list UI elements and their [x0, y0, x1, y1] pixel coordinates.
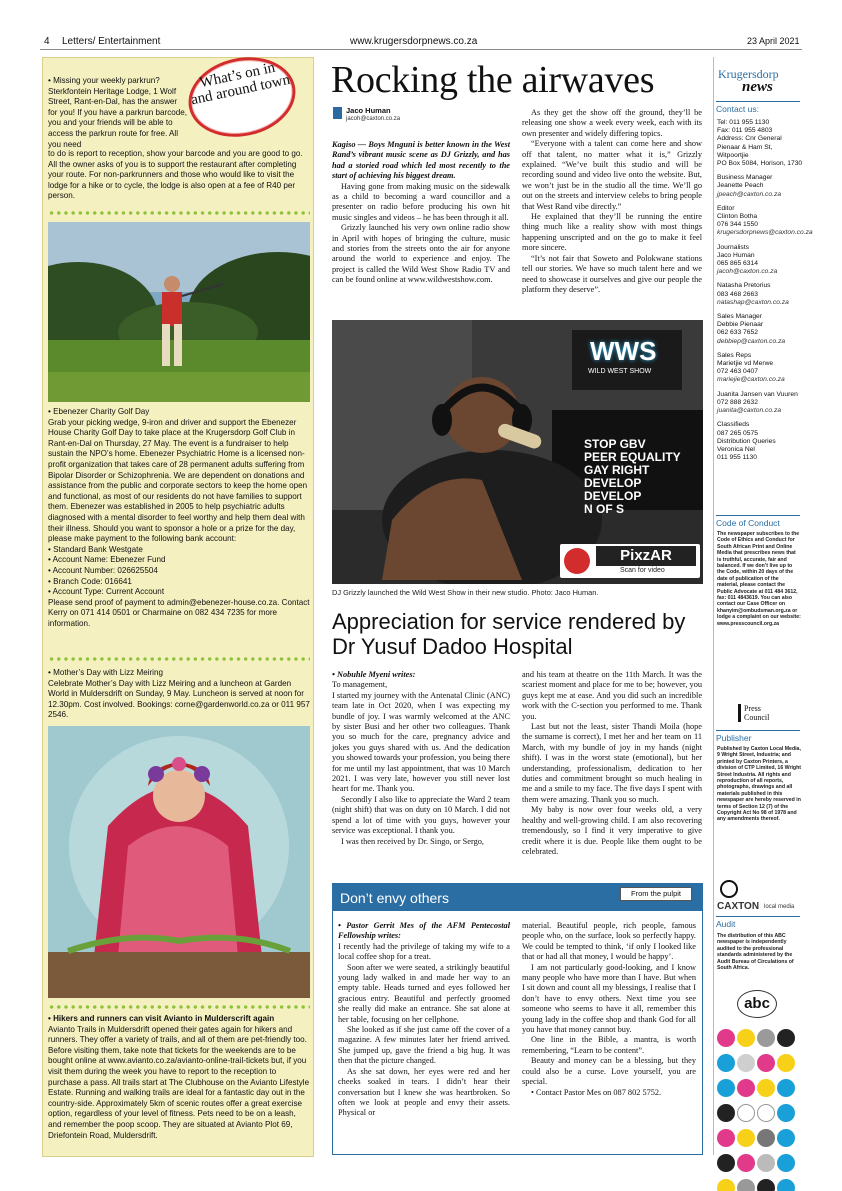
- logo-bottom: news: [742, 79, 773, 95]
- item-parkrun-text-continued: to do is report to reception, show your barcode and you are good to go. All the owner asks of you is to support the restaurant after completing your route. For non-parkrunners and those who would like to visit the lodge for a hike or to cycle, the lodge is also open at a fee of R40 per person.: [48, 149, 303, 201]
- staff-entry: Distribution Queries Veronica Nel 011 955 1130: [717, 437, 776, 462]
- item-mothers-day: [48, 668, 310, 721]
- staff-entry: Business Manager Jeanette Peach jpeach@caxton.co.za: [717, 174, 782, 198]
- newspaper-logo: [716, 67, 800, 97]
- code-text: The newspaper subscribes to the Code of Ethics and Conduct for South African Print and Online Media that prescribes news that is truthful, accurate, fair and balanced. If we don’t live up to the Code, within 20 days of the date of publication of the material, please contact the Public Advocate at 011 484 3612, fax: 011 4843619. You can also contact our Case Officer on khanyim@ombudsman.org.za or lodge a complaint on our website: www.presscouncil.org.za: [717, 531, 801, 627]
- press-council-logo: Press Council: [738, 704, 788, 722]
- item-parkrun-text: • Missing your weekly parkrun? Sterkfontein Heritage Lodge, 1 Wolf Street, Rant-en-Dal, has the answer for you! If you have a parkrun barcode, you and your friends will be able to access the parkrun route for free. All you need: [48, 76, 188, 149]
- bank-line: • Account Type: Current Account: [48, 587, 165, 597]
- article-paragraph: As she sat down, her eyes were red and her cheeks soaked in tears. I didn’t hear their conversation but I knew she was heartbroken. So often we look at people and envy their assets. Physical or: [338, 1066, 510, 1118]
- site-url[interactable]: www.krugersdorpnews.co.za: [350, 36, 478, 47]
- pulpit-tag: From the pulpit: [620, 887, 692, 901]
- colour-swatch: [717, 1054, 735, 1072]
- contact-heading: Contact us:: [716, 101, 800, 114]
- colour-registration-swatches: [716, 1028, 804, 1191]
- staff-entry: Sales Reps Marietjie vd Merwe 072 463 0407 mariejie@caxton.co.za: [717, 351, 785, 384]
- staff-entry: Natasha Pretorius 083 468 2663 natashap@caxton.co.za: [717, 282, 789, 306]
- article-paragraph: Beauty and money can be a blessing, but they could also be a curse. Love yourself, you are special.: [522, 1056, 696, 1087]
- publisher-heading: Publisher: [716, 730, 800, 743]
- board-line: DEVELOP: [584, 489, 642, 503]
- dot-divider: [48, 210, 310, 216]
- photo-caption: DJ Grizzly launched the Wild West Show in their new studio. Photo: Jaco Human.: [332, 588, 599, 597]
- article-paragraph: “Everyone with a talent can come here and show off that talent, no matter what it is,” Grizzly explained. “We’ve built this studio and will be recording sound and video live onto the website. But, we won’t just be in the studio all the time. We’ll go out on the streets and interview celebs to bring people that West Rand vibe directly.”: [522, 139, 702, 211]
- colour-swatch: [777, 1079, 795, 1097]
- dot-divider: [48, 656, 310, 662]
- contact-details: [717, 119, 813, 462]
- article-paragraph: To management,: [332, 680, 388, 690]
- caxton-sub: local media: [764, 904, 795, 910]
- article-column-1: [332, 140, 510, 286]
- lizz-meiring-photo: [48, 726, 310, 998]
- pulpit-author: • Pastor Gerrit Mes of the AFM Pentecostal Fellowship writes:: [338, 921, 510, 941]
- pulpit-title: Don’t envy others: [340, 890, 449, 906]
- colour-swatch: [757, 1179, 775, 1191]
- audit-heading: Audit: [716, 916, 800, 929]
- article-paragraph: Grizzly launched his very own online radio show in April with hopes of bringing the culture, music and stories from the streets onto the air for anyone around the world to experience and enjoy. The project is called the Wild West Show Radio TV and can be found online at www.wildwestshow.com.: [332, 223, 510, 285]
- colour-swatch: [777, 1104, 795, 1122]
- dot-divider: [48, 1004, 310, 1010]
- item-avianto: [48, 1014, 310, 1141]
- item-avianto-title: • Hikers and runners can visit Avianto in Mulderscrift again: [48, 1014, 275, 1023]
- article-paragraph: Secondly I also like to appreciate the Ward 2 team (night shift) that was on duty on 10 March. I did not spend a lot of time with you guys, however your service was exceptional. I thank you.: [332, 794, 510, 836]
- colour-swatch: [717, 1029, 735, 1047]
- pulpit-column-1: [338, 921, 510, 1119]
- byline-marker: [333, 107, 342, 119]
- staff-entry: Journalists Jaco Human 065 865 6314 jacoh@caxton.co.za: [717, 243, 778, 276]
- bank-line: • Account Number: 026625504: [48, 565, 158, 575]
- colour-swatch: [757, 1054, 775, 1072]
- board-line: STOP GBV: [584, 437, 646, 451]
- pixzar-label: PixzAR: [596, 546, 696, 566]
- item-parkrun-intro: [48, 76, 188, 150]
- article-paragraph: and his team at theatre on the 11th March. It was the scariest moment and place for me to be; however, you guys kept me at ease. And you did such an incredible work with the C-section you performed to me. Thank you.: [522, 670, 702, 721]
- contact-line: Tel: 011 955 1130: [717, 119, 770, 126]
- byline-email[interactable]: jacoh@caxton.co.za: [346, 116, 401, 122]
- article-paragraph: Having gone from making music on the sidewalk as a child to becoming a ward councillor and a presenter on radio before producing his own hit music singles and videos – he has been through it all.: [332, 181, 510, 222]
- audit-text: The distribution of this ABC newspaper is independently audited to the professional standards administered by the Audit Bureau of Circulations of South Africa.: [717, 933, 794, 972]
- scan-label: Scan for video: [620, 567, 665, 574]
- dj-grizzly-photo: [332, 320, 703, 584]
- caxton-logo: CAXTON: [717, 901, 760, 912]
- board-line: N OF S: [584, 502, 625, 516]
- article-lede: Kagiso — Boys Mnguni is better known in the West Rand’s vibrant music scene as DJ Grizzly, and has had a storied road which led most recently to the start of achieving his biggest dream.: [332, 140, 510, 181]
- article-paragraph: I started my journey with the Antenatal Clinic (ANC) team late in Oct 2020, when I was expecting my bundle of joy. I was warmly welcomed at the ANC by sister Busi and her other two colleagues. Thank you so much for the care, pregnancy advice and jokes you guys shared with us. And the dedication you showed towards your profession, you being there for me until my last appointment, that was 10 March 2021. I was very late, however you still never lost heart for me. Thank you.: [332, 690, 510, 794]
- colour-swatch: [717, 1079, 735, 1097]
- colour-swatch: [777, 1054, 795, 1072]
- golf-photo: [48, 222, 310, 402]
- pulpit-column-2: [522, 921, 696, 1098]
- wws-logo-text: WWS: [590, 336, 657, 366]
- article-paragraph: I was then received by Dr. Singo, or Sergo,: [341, 836, 484, 846]
- publisher-text: Published by Caxton Local Media, 9 Wright Street, Industria; and printed by Caxton Printers, a division of CTP Limited, 16 Wright Street Industria. All rights and reproduction of all reports, photographs, drawings and all materials published in this newspaper are hereby reserved in terms of Section 12 (7) of the Copyright Act No 98 of 1978 and any amendments thereof.: [717, 746, 801, 823]
- bank-line: • Standard Bank Westgate: [48, 544, 143, 554]
- colour-swatch: [737, 1054, 755, 1072]
- item-golf: [48, 407, 310, 629]
- article-paragraph: Last but not the least, sister Thandi Moila (hope the surname is correct), I met her and her team on 11 March, with my bundle of joy in my hands (night shift). I was in the worst state (emotional), but her understanding, professionalism, dedication to her duties and commitment brought so much healing in me and a smile to my face. The five days I spent with them were amazing. Thank you so much.: [522, 722, 702, 804]
- article2-headline: Appreciation for service rendered by Dr Yusuf Dadoo Hospital: [332, 609, 686, 659]
- colour-swatch: [717, 1154, 735, 1172]
- board-line: DEVELOP: [584, 476, 642, 490]
- colour-swatch: [737, 1129, 755, 1147]
- section-label: Letters/ Entertainment: [62, 36, 161, 47]
- whats-on-badge: What’s on in and around town: [181, 48, 303, 147]
- article2-column-1: [332, 670, 510, 847]
- article-paragraph: Soon after we were seated, a strikingly beautiful young lady walked in and made her way to an empty table. Heads turned and eyes followed her gracious entry. Beautiful and perfectly groomed she really did make an entrance. She sat alone at her table, focusing on her cellphone.: [338, 962, 510, 1024]
- article-paragraph: I am not particularly good-looking, and I know many people who have more than I have. But when I sit down and count all my blessings, I realise that I don’t have to envy others. Next time you see someone who seems to have it all, remember this young lady in the coffee shop and thank God for all you have that money cannot buy.: [522, 962, 696, 1035]
- item-golf-contact: Please send proof of payment to admin@ebenezer-house.co.za. Contact Kerry on 071 414 0501 or Charmaine on 082 434 7235 for more information.: [48, 597, 310, 628]
- colour-swatch: [717, 1179, 735, 1191]
- pixzar-icon: [564, 548, 590, 574]
- item-golf-title: • Ebenezer Charity Golf Day: [48, 407, 150, 416]
- item-golf-text: Grab your picking wedge, 9-iron and driver and support the Ebenezer House Charity Golf Day to take place at the Krugersdorp Golf Club in Rant-en-Dal on Thursday, 27 May. The event is a fundraiser to help sustain the NPO’s home. Ebenezer Psychiatric Home is a licensed non-profit organization that takes care of 28 permanent adults suffering from Bipolar Disorder or Schizophrenia. We are dependent on donations and assistance from the public and corporate sectors to keep the home open and functional, as most of our residents do not have families to support them. Ebenezer was established in 2005 to help psychiatric adults diagnosed with a mental disorder to feel worthy and help them deal with their illness. Should you want to sponsor a hole or a prize for the day, please make payment to the following bank account:: [48, 417, 308, 544]
- staff-entry: Editor Clinton Botha 076 344 1550 krugersdorpnews@caxton.co.za: [717, 204, 813, 237]
- article-paragraph: material. Beautiful people, rich people, famous people who, on the surface, look so perfectly happy. We could be tempted to think, ‘if only I looked like that or had all that money, I would be happy’.: [522, 921, 696, 962]
- code-heading: Code of Conduct: [716, 515, 800, 528]
- article-paragraph: “It’s not fair that Soweto and Polokwane stations tell our stories. We have so much talent here and we need to showcase it ourselves and give our people the platform they deserve”.: [522, 253, 702, 294]
- colour-swatch: [777, 1179, 795, 1191]
- contact-line: Address: Cnr General Pienaar & Ham St, Witpoortjie: [717, 135, 782, 159]
- logo-top: Krugersdorp: [718, 67, 779, 81]
- article2-column-2: [522, 670, 702, 857]
- article-paragraph: My baby is now over four weeks old, a very healthy and well-growing child. I am also recovering tremendously, so I find it very imperative to give credit where it is due. People like them ought to be celebrated.: [522, 805, 702, 856]
- abc-logo: abc: [737, 990, 777, 1018]
- colour-swatch: [737, 1154, 755, 1172]
- article-column-2: [522, 108, 702, 295]
- header-rule: [40, 49, 802, 50]
- bank-line: • Account Name: Ebenezer Fund: [48, 555, 166, 565]
- colour-swatch: [717, 1104, 735, 1122]
- pixzar-badge[interactable]: [560, 544, 700, 578]
- colour-swatch: [777, 1154, 795, 1172]
- colour-swatch: [757, 1129, 775, 1147]
- article-paragraph: • Contact Pastor Mes on 087 802 5752.: [531, 1087, 662, 1097]
- item-avianto-text: Avianto Trails in Muldersdrift opened their gates again for hikers and runners. They offer a variety of trails, and all of them are pet-friendly too. Before visiting them, take note that tickets for the weekends are to be bought online at www.avianto.co.za/avianto-online-trail-tickets but, if you visit them during the week you have to report to the reception to purchase a pass. All trails start at The Clubhouse on the Avianto Lifestyle Estate. Running and walking trails are ideal for a fantastic day out in the country-side. Approximately 5km of scenic routes offer a great exercise option, regardless of your level of fitness. Pets need to be on a leash, and remember the poop scoop. They are situated at Avianto Plot 69, Driefontein Road, Muldersdrift.: [48, 1024, 310, 1140]
- page-number: 4: [44, 36, 50, 47]
- wws-logo-sub: WILD WEST SHOW: [588, 368, 652, 375]
- issue-date: 23 April 2021: [747, 36, 800, 46]
- article-paragraph: She looked as if she just came off the cover of a magazine. A few minutes later her friend arrived. She jumped up, gave the friend a big hug. It was then that the picture changed.: [338, 1025, 510, 1066]
- colour-swatch: [717, 1129, 735, 1147]
- article-paragraph: He explained that they’ll be running the entire thing much like a reality show with most things happening unscripted and on the go to make it feel more sincere.: [522, 212, 702, 253]
- colour-swatch: [737, 1104, 755, 1122]
- article-paragraph: As they get the show off the ground, they’ll be releasing one show a week every week, each with its own presenter and widely differing topics.: [522, 108, 702, 138]
- board-line: PEER EQUALITY: [584, 450, 681, 464]
- contact-line: PO Box 5084, Horison, 1730: [717, 160, 803, 168]
- caxton-icon: [720, 880, 738, 898]
- article-headline: Rocking the airwaves: [331, 59, 655, 101]
- article-paragraph: One line in the Bible, a mantra, is worth remembering, “Learn to be content”.: [522, 1035, 696, 1055]
- item-mothers-text: Celebrate Mother’s Day with Lizz Meiring and a luncheon at Garden World in Muldersdrift on Sunday, 9 May. Luncheon is served at noon for 12.30pm. Cost involved. Bookings: corne@gardenworld.co.za or 011 957 2546.: [48, 678, 310, 720]
- letter-author: • Nobuhle Myeni writes:: [332, 670, 416, 679]
- staff-entry: Juanita Jansen van Vuuren 072 888 2632 juanita@caxton.co.za: [717, 390, 798, 415]
- colour-swatch: [737, 1079, 755, 1097]
- colour-swatch: [737, 1179, 755, 1191]
- article-paragraph: I recently had the privilege of taking my wife to a local coffee shop for a treat.: [338, 941, 510, 962]
- staff-entry: Classifieds 087 265 0575: [717, 421, 758, 437]
- board-line: GAY RIGHT: [584, 463, 650, 477]
- colour-swatch: [757, 1104, 775, 1122]
- bank-line: • Branch Code: 016641: [48, 576, 132, 586]
- item-mothers-title: • Mother’s Day with Lizz Meiring: [48, 668, 163, 677]
- studio-board: [584, 438, 681, 516]
- colour-swatch: [737, 1029, 755, 1047]
- staff-entry: Sales Manager Debbie Pienaar 062 633 7652 debbiep@caxton.co.za: [717, 313, 786, 345]
- colour-swatch: [757, 1079, 775, 1097]
- byline-author: Jaco Human: [346, 106, 391, 115]
- colour-swatch: [777, 1029, 795, 1047]
- colour-swatch: [757, 1154, 775, 1172]
- colour-swatch: [757, 1029, 775, 1047]
- contact-line: Fax: 011 955 4803: [717, 127, 773, 135]
- colour-swatch: [777, 1129, 795, 1147]
